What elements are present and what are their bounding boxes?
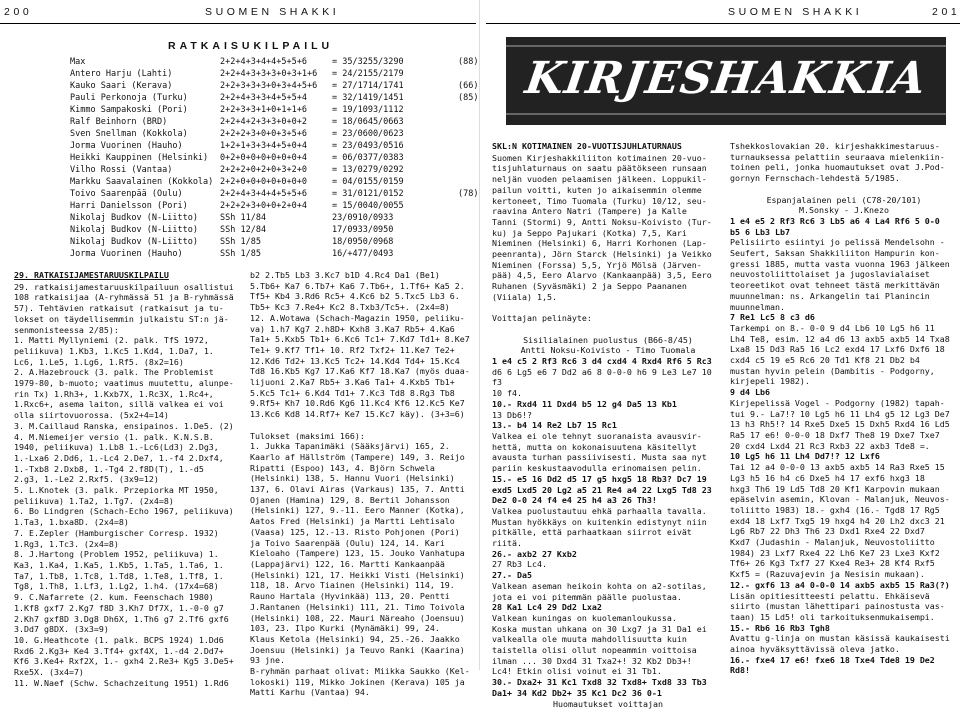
text-line: turnauksessa pelattiin seuraava mielenkiin-: [730, 151, 945, 162]
text-line: 1. Jukka Tapanimäki (Sääksjärvi) 165, 2.: [250, 441, 450, 452]
text-line: 7. E.Zepler (Hamburgischer Corresp. 1932): [14, 527, 219, 538]
column-text: [14, 282, 246, 689]
standings-total: = 32/1419/1451: [332, 93, 404, 103]
text-line: 15.- Rb6 16 Rb3 Tgh8: [730, 622, 830, 633]
standings-total: = 15/0040/0055: [332, 201, 404, 211]
text-line: Rxe5X. (3x4=7): [14, 667, 84, 678]
text-line: Valkean kuningas on kuolemanloukussa.: [492, 612, 677, 623]
text-line: Lc4! Etkin olisi voinut ei 31 Tb1.: [492, 666, 662, 677]
standings-total: = 06/0377/0383: [332, 153, 404, 163]
standings-scores: SSh 1/85: [220, 237, 261, 247]
text-line: [730, 184, 958, 195]
standings-total: = 24/2155/2179: [332, 69, 404, 79]
text-line: Tshekkoslovakian 20. kirjeshakkimestaruus-: [730, 141, 940, 151]
text-line: (Vaasa) 125, 12.-13. Risto Pohjonen (Pori): [250, 526, 460, 537]
text-line: lokoski) 119, Mikko Jokinen (Kerava) 105 ja: [250, 676, 465, 687]
text-line: (Helsinki) 121, 17. Heikki Visti (Helsinki): [250, 569, 465, 580]
text-line: 13.Kc6 Kd8 14.Rf7+ Ke7 15.Kc7 käy). (3+3=6): [250, 409, 465, 420]
text-line: Aatos Fred (Helsinki) ja Martti Lehtisalo: [250, 516, 455, 527]
text-line: 118, 18. Arvo Tiainen (Helsinki) 114, 19.: [250, 580, 455, 591]
standings-total: = 23/0600/0623: [332, 129, 404, 139]
text-line: [492, 324, 724, 335]
standings-scores: 2+2+4+3+4+4+5+5+6: [220, 189, 307, 199]
text-line: 9 d4 Lb6: [730, 387, 770, 398]
text-line: gressi 1885, mutta vasta vuonna 1963 jälkeen: [730, 258, 950, 269]
text-line: 30.- Dxa2+ 31 Kc1 Txd8 32 Txd8+ Txd8 33 Tb3: [492, 677, 707, 688]
standings-total: = 35/3255/3290: [332, 57, 404, 67]
text-line: 10.- Rxd4 11 Dxd4 b5 12 g4 Da5 13 Kb1: [492, 398, 677, 409]
text-line: epäselvin asemin, Klovan - Malanjuk, Neuvos-: [730, 494, 950, 505]
text-line: 2.Kh7 gxf8D 3.Dg8 Dh6X, 1.Th6 g7 2.Tf6 gxf6: [14, 613, 229, 624]
text-line: Voittajan pelinäyte:: [492, 313, 592, 324]
text-line: 1979-80, b-muoto; vaatimus muutettu, alunpe-: [14, 378, 234, 389]
standings-scores: 2+2+4+3+4+4+5+5+6: [220, 57, 307, 67]
text-line: riitä.: [492, 538, 522, 549]
text-line: 29. ratkaisijamestaruuskilpailuun osallistui: [14, 281, 234, 292]
text-line: 12.- gxf6 13 a4 0-0-0 14 axb5 axb5 15 Ra3(?): [730, 579, 950, 590]
text-line: 1 e4 c5 2 Rf3 Rc6 3 d4 cxd4 4 Rxd4 Rf6 5 Rc3: [492, 356, 712, 367]
text-line: tisjuhlaturnaus on saatu päätökseen runsaan: [492, 163, 707, 174]
text-line: 5.Kc5 Tc1+ 6.Kd4 Td1+ 7.Kc3 Td8 8.Rg3 Tb8: [250, 387, 455, 398]
text-line: Nieminen (Forssa) 5,5, Yrjö Mölsä (Järven-: [492, 259, 702, 270]
text-line: 7 Re1 Lc5 8 c3 d6: [730, 312, 815, 323]
text-line: Nieminen (Helsinki) 6, Harri Korhonen (Lap-: [492, 238, 707, 249]
text-line: ilman ... 30 Dxd4 31 Txa2+! 32 Kb2 Db3+!: [492, 655, 692, 666]
text-line: Kxf5 = (Razuvajevin ja Nesisin mukaan).: [730, 569, 925, 580]
text-line: va) 1.h7 Kg7 2.h8D+ Kxh8 3.Ka7 Rb5+ 4.Ka6: [250, 323, 455, 334]
text-line: 1984) 23 Lxf7 Rxe4 22 Lh6 Ke7 23 Lxe3 Kxf2: [730, 547, 940, 558]
standings-scores: 2+2+4+3+3+4+5+5+4: [220, 93, 307, 103]
text-line: Sisilialainen puolustus (B66-8/45): [523, 334, 693, 345]
standings-name: Sven Snellman (Kokkola): [70, 129, 188, 139]
text-line: 1. Matti Myllyniemi (2. palk. TfS 1972,: [14, 335, 209, 346]
text-line: 28 Ka1 Lc4 29 Dd2 Lxa2: [492, 602, 602, 613]
text-line: hettä, mutta on kokonaisuutena käsitellyt: [492, 441, 697, 452]
text-line: 15.- e5 16 Dd2 d5 17 g5 hxg5 18 Rb3? Dc7 19: [492, 473, 707, 484]
text-line: Tulokset (maksimi 166):: [250, 430, 365, 441]
text-line: 93 jne.: [250, 655, 285, 666]
text-line: 1.Kf8 gxf7 2.Kg7 f8D 3.Kh7 Df7X, 1.-0-0 g7: [14, 602, 224, 613]
banner-title: KIRJESHAKKIA: [522, 53, 930, 104]
text-line: neuvostoliittolaiset ja jugoslavialaiset: [730, 269, 930, 280]
column-text: [492, 153, 724, 709]
text-line: Da1+ 34 Kd2 Db2+ 35 Kc1 Dc2 36 0-1: [492, 687, 662, 698]
text-line: Huomautukset voittajan: [553, 698, 663, 709]
page-number-left: 200: [4, 6, 33, 18]
left-column-2: [250, 270, 476, 698]
text-line: Rxd6 2.Kg3+ Ke4 3.Tf4+ gxf4X, 1.-d4 2.Dd7+: [14, 645, 224, 656]
text-line: Rauno Hartala (Hyvinkää) 113, 20. Pentti: [250, 591, 450, 602]
standings-scores: SSh 1/85: [220, 249, 261, 259]
text-line: raavina Antero Natri (Tampere) ja Kalle: [492, 206, 687, 217]
text-line: 13 Db6!?: [492, 409, 532, 420]
text-line: (Lappajärvi) 122, 16. Martti Kankaanpää: [250, 558, 445, 569]
text-line: Mustan hyökkäys on kuitenkin edistynyt niin: [492, 516, 707, 527]
text-line: peliikuva) 1.Kb3, 1.Kc5 1.Kd4, 1.Da7, 1.: [14, 345, 214, 356]
text-line: Antti Noksu-Koivisto - Timo Tuomala: [520, 345, 696, 356]
text-line: 13.- b4 14 Re2 Lb7 15 Rc1: [492, 420, 617, 431]
text-line: M.Sonsky - J.Knezo: [799, 205, 889, 216]
text-line: 1.Rg3, 1.Tc3. (2x4=8): [14, 538, 119, 549]
section-heading: SKL:N KOTIMAINEN 20-VUOTISJUHLATURNAUS: [492, 141, 682, 151]
standings-scores: 1+2+1+3+3+4+5+0+4: [220, 141, 307, 151]
text-line: ainoa hyväksyttävissä oleva jatko.: [730, 644, 900, 655]
section-heading: 29. RATKAISIJAMESTARUUSKILPAILU: [14, 270, 169, 280]
text-line: Tf5+ Kb4 3.Rd6 Rc5+ 4.Kc6 b2 5.Txc5 Lb3 6.: [250, 291, 460, 302]
text-line: (Helsinki) 108, 22. Mauri Näreaho (Joensuu): [250, 612, 465, 623]
standings-name: Nikolaj Budkov (N-Liitto): [70, 237, 198, 247]
standings-scores: SSh 11/84: [220, 213, 267, 223]
standings-name: Jorma Vuorinen (Hauho): [70, 249, 183, 259]
right-column-1: [492, 141, 724, 709]
text-line: muunnelman: ns. Arkangelin tai Planincin: [730, 290, 930, 301]
text-line: Ta1+ 5.Kxb5 Tb1+ 6.Kc6 Tc1+ 7.Kd7 Td1+ 8.Ke7: [250, 334, 470, 345]
standings-rank: (78): [458, 189, 479, 199]
standings-total: 17/0933/0950: [332, 225, 394, 235]
text-line: 1 e4 e5 2 Rf3 Rc6 3 Lb5 a6 4 La4 Rf6 5 0-0: [730, 215, 940, 226]
text-line: jota ei voi pitemmän päälle puolustaa.: [492, 591, 682, 602]
text-line: 3.Dd7 g8DX. (3x3=9): [14, 624, 109, 635]
text-line: Seufert, Saksan Shakkiliiton Hampurin kon-: [730, 248, 940, 259]
text-line: Valkea puolustautuu ehkä parhaalla tavalla.: [492, 505, 707, 516]
standings-name: Kauko Saari (Kerava): [70, 81, 173, 91]
text-line: muunnelman.: [730, 301, 785, 312]
text-line: exd4 18 Lxf7 Txg5 19 hxg4 h4 20 Lh2 dxc3 21: [730, 515, 945, 526]
text-line: 26.- axb2 27 Kxb2: [492, 548, 577, 559]
right-page: [482, 0, 960, 709]
text-line: Td8 16.Kb5 Kg7 17.Ka6 Kf7 18.Ka7 (myös duaa-: [250, 366, 470, 377]
text-line: rin Tx) 1.Rh3+, 1.Kxb7X, 1.Rc3X, 1.Rc4+,: [14, 388, 214, 399]
standings-scores: 2+2+3+3+3+0+3+4+5+6: [220, 81, 318, 91]
text-line: Ra5 17 e6! 0-0-0 18 Dxf7 The8 19 Dxe7 Txe7: [730, 429, 940, 440]
text-line: 27.- Da5: [492, 570, 532, 581]
standings-name: Antero Harju (Lahti): [70, 69, 173, 79]
text-line: Tanni (Stormi) 9, Antti Noksu-Koivisto (Tur-: [492, 216, 712, 227]
text-line: Kirjepelissä Vogel - Podgorny (1982) tapah-: [730, 397, 945, 408]
standings-scores: 2+2+0+0+0+0+0+0+0: [220, 177, 307, 187]
text-line: 10 f4.: [492, 388, 522, 399]
text-line: valkealla ole muuta mahdollisuutta kuin: [492, 634, 687, 645]
column-text: [250, 270, 476, 698]
text-line: (Helsinki) 138, 5. Hannu Vuori (Helsinki): [250, 473, 455, 484]
standings-rank: (66): [458, 81, 479, 91]
text-line: peenranta), Jörn Starck (Helsinki) ja Veikko: [492, 249, 712, 260]
header-rule-right: [486, 23, 960, 24]
text-line: Lc6, 1.Le5, 1.Lg6, 1.Rf5. (8x2=16): [14, 356, 184, 367]
text-line: 2.g3, 1.-Le2 2.Rxf5. (3x9=12): [14, 474, 159, 485]
text-line: Lh4 Te8, esim. 12 a4 d6 13 axb5 axb5 14 Txa8: [730, 333, 950, 344]
text-line: Tg8, 1.Th8, 1.Lf3, 1.Lg2, 1.h4. (17x4=68): [14, 581, 219, 592]
standings-total: = 23/0493/0516: [332, 141, 404, 151]
text-line: Kf6 3.Ke4+ Rxf2X, 1.- gxh4 2.Re3+ Kg5 3.De5+: [14, 656, 234, 667]
text-line: avausta turhan passiivisesti. Musta saa nyt: [492, 452, 707, 463]
standings-name: Harri Danielsson (Pori): [70, 201, 188, 211]
text-line: Ka3, 1.Ka4, 1.Ka5, 1.Kb5, 1.Ta5, 1.Ta6, 1.: [14, 559, 224, 570]
standings-name: Vilho Rossi (Vantaa): [70, 165, 173, 175]
text-line: 1.-Txb8 2.Dxb8, 1.-Tg4 2.f8D(T), 1.-d5: [14, 463, 204, 474]
text-line: B-ryhmän parhaat olivat: Miikka Saukko (Kel-: [250, 666, 470, 677]
text-line: Valkean aseman heikoin kohta on a2-sotilas,: [492, 580, 707, 591]
text-line: 12.Kd6 Td2+ 13.Kc5 Tc2+ 14.Kd4 Td4+ 15.Kc4: [250, 355, 460, 366]
text-line: Tai 12 a4 0-0-0 13 axb5 axb5 14 Ra3 Rxe5 15: [730, 462, 945, 473]
text-line: 8. J.Hartong (Problem 1952, peliikuva) 1.: [14, 549, 219, 560]
text-line: b2 2.Tb5 Lb3 3.Kc7 b1D 4.Rc4 Da1 (Be1): [250, 270, 440, 280]
text-line: 1.Ta3, 1.bxa8D. (2x4=8): [14, 517, 129, 528]
text-line: d6 6 Lg5 e6 7 Dd2 a6 8 0-0-0 h6 9 Le3 Le7 10: [492, 366, 712, 377]
text-line: 57). Tehtävien ratkaisut (ratkaisut ja tu-: [14, 303, 224, 314]
text-line: Ruhanen (Syväsmäki) 2 ja Seppo Paananen: [492, 281, 687, 292]
text-line: (Viiala) 1,5.: [492, 291, 557, 302]
text-line: ku) ja Seppo Pajukari (Kotka) 7,5, Kari: [492, 227, 687, 238]
left-column-1: [14, 270, 246, 688]
text-line: Lg3 h5 16 h4 c6 Dxe5 h4 17 exf6 hxg3 18: [730, 472, 925, 483]
text-line: 4. M.Niemeijer versio (1. palk. K.N.S.B.: [14, 431, 214, 442]
text-line: pariin keskustaavodulla erinomaisen pelin.: [492, 463, 702, 474]
standings-total: = 04/0155/0159: [332, 177, 404, 187]
text-line: 1.-Lxa6 2.Dd6, 1.-Lc4 2.De7, 1.-f4 2.Dxf4,: [14, 452, 224, 463]
text-line: cxd4 c5 19 e5 Rc6 20 Td1 Kf8 21 Db2 b4: [730, 355, 920, 366]
text-line: 20 cxd4 Lxd4 21 Rc3 Rxb3 22 axb3 Tde8 =.: [730, 440, 930, 451]
text-line: Pelisiirto esiintyi jo pelissä Mendelsohn -: [730, 237, 945, 248]
article-title-ratkaisukilpailu: RATKAISUKILPAILU: [168, 40, 334, 52]
text-line: Ojanen (Hamina) 129, 8. Bertil Johansson: [250, 494, 450, 505]
text-line: Lxa8 15 Dd3 Ra5 16 Lc2 exd4 17 Lxf6 Dxf6 18: [730, 344, 945, 355]
standings-name: Max: [70, 57, 86, 67]
text-line: Ripatti (Espoo) 143, 4. Björn Schwela: [250, 462, 435, 473]
kirjeshakkia-banner: [506, 37, 946, 125]
text-line: lokset on täydellisemmin julkaistu ST:n jä-: [14, 313, 229, 324]
banner-rule: [506, 45, 946, 47]
text-line: 12. A.Wotawa (Schach-Magazin 1950, peliiku-: [250, 312, 465, 323]
text-line: toliitto 1983) 18.- gxh4 (16.- Tgd8 17 Rg5: [730, 504, 940, 515]
right-column-2: [730, 141, 958, 676]
text-line: exd5 Lxd5 20 Lg2 a5 21 Re4 a4 22 Lxg5 Td8 23: [492, 484, 712, 495]
running-head-left: SUOMEN SHAKKI: [205, 6, 340, 18]
text-line: 2. A.Hazebrouck (3. palk. The Problemist: [14, 367, 214, 378]
standings-total: 18/0950/0968: [332, 237, 394, 247]
text-line: Avattu g-linja on mustan käsissä kaukaisesti: [730, 633, 950, 644]
text-line: 10 Lg5 h6 11 Lh4 Dd7!? 12 Lxf6: [730, 451, 880, 462]
standings-rank: (85): [458, 93, 479, 103]
text-line: 103, 23. Ilpo Kurki (Mynämäki) 99, 24.: [250, 623, 440, 634]
text-line: pitkälle, että parhaatkaan siirrot eivät: [492, 527, 692, 538]
text-line: Kieloaho (Tampere) 123, 15. Jouko Vanhatupa: [250, 548, 465, 559]
standings-scores: 2+2+3+3+1+0+1+1+6: [220, 105, 307, 115]
text-line: neljän vuoden pelaamisen jälkeen. Loppukil-: [492, 174, 707, 185]
column-text: [730, 141, 958, 676]
text-line: Kxd7 (Judashin - Malanjuk, Neuvostoliitto: [730, 537, 935, 548]
text-line: Rd8!: [730, 665, 750, 676]
text-line: Tb5+ Kc3 7.Re4+ Kc2 8.Txb3/Tc5+. (2x4=8): [250, 302, 450, 313]
standings-scores: 0+2+0+0+0+0+0+0+4: [220, 153, 307, 163]
standings-scores: 2+2+2+3+0+0+3+5+6: [220, 129, 307, 139]
text-line: 16.- fxe4 17 e6! fxe6 18 Txe4 Tde8 19 De2: [730, 654, 935, 665]
text-line: Lisän opitiesitteesti pelattu. Ehkäisevä: [730, 590, 930, 601]
text-line: Valkea ei ole tehnyt suoranaista avausvir-: [492, 430, 702, 441]
text-line: gornyn Fernschach-lehdestä 5/1985.: [730, 173, 900, 184]
text-line: 13 h3 Rh5!? 14 Rxe5 Dxe5 15 Dxh5 Rxd4 16 Ld5: [730, 419, 950, 430]
standings-total: = 13/0279/0292: [332, 165, 404, 175]
text-line: 1940, peliikuva) 1.Lb8 1.-Lc6(Ld3) 2.Dg3,: [14, 442, 219, 453]
text-line: 9.Rf5+ Kh7 10.Rd6 Kg6 11.Kc4 Kf6 12.Kc5 Ke7: [250, 398, 465, 409]
banner-rule: [506, 113, 946, 115]
text-line: 108 ratkaisijaa (A-ryhmässä 51 ja B-ryhmässä: [14, 292, 234, 303]
standings-scores: 2+2+4+2+3+3+0+0+2: [220, 117, 307, 127]
text-line: kertoneet, Timo Tuomala (Turku) 10/12, seu-: [492, 195, 707, 206]
text-line: b5 6 Lb3 Lb7: [730, 226, 790, 237]
text-line: Lg6 Rb7 22 Dh3 Th6 23 Dxd1 Rxe4 22 Dxd7: [730, 526, 925, 537]
text-line: lijuoni 2.Ka7 Rb5+ 3.Ka6 Ta1+ 4.Kxb5 Tb1+: [250, 377, 455, 388]
standings-name: Nikolaj Budkov (N-Liitto): [70, 225, 198, 235]
text-line: taan) 15 Ld5! oli tarkoituksenmukaisempi.: [730, 611, 935, 622]
standings-total: = 27/1714/1741: [332, 81, 404, 91]
standings-scores: SSh 12/84: [220, 225, 267, 235]
text-line: siirto (mustan lähettipari painostusta vas-: [730, 601, 945, 612]
left-page: [0, 0, 479, 698]
text-line: Koska mustan uhkana on 30 Lxg7 ja 31 Da1 ei: [492, 623, 707, 634]
text-line: f3: [492, 377, 502, 388]
text-line: Tf6+ 26 Kg3 Txf7 27 Kxe4 Re3+ 28 Kf4 Rxf5: [730, 558, 935, 569]
text-line: Joensuu (Helsinki) ja Teuvo Ranki (Kaarina): [250, 644, 465, 655]
text-line: Ta7, 1.Tb8, 1.Tc8, 1.Td8, 1.Te8, 1.Tf8, 1.: [14, 570, 224, 581]
text-line: Klaus Ketola (Helsinki) 94, 25.-26. Jaakko: [250, 633, 460, 644]
standings-name: Ralf Beinhorn (BRD): [70, 117, 168, 127]
standings-scores: 2+2+2+0+2+0+3+2+0: [220, 165, 307, 175]
standings-total: = 18/0645/0663: [332, 117, 404, 127]
text-line: olla siirtovuorossa. (5x2+4=14): [14, 410, 169, 421]
text-line: Kaarlo af Hällström (Tampere) 149, 3. Reijo: [250, 451, 465, 462]
standings-scores: 2+2+2+3+0+0+2+0+4: [220, 201, 307, 211]
text-line: toinen peli, jonka huomautukset ovat J.Pod-: [730, 162, 945, 173]
header-rule-left: [0, 23, 476, 24]
text-line: 9. C.Nafarrete (2. kum. Feenschach 1980): [14, 592, 214, 603]
standings-name: Pauli Perkonoja (Turku): [70, 93, 188, 103]
standings-total: 23/0910/0933: [332, 213, 394, 223]
standings-scores: 2+2+4+3+3+3+0+3+1+6: [220, 69, 318, 79]
standings-name: Nikolaj Budkov (N-Liitto): [70, 213, 198, 223]
page-gutter: [479, 0, 480, 670]
text-line: Tarkempi on 8.- 0-0 9 d4 Lb6 10 Lg5 h6 11: [730, 322, 935, 333]
running-head-right: SUOMEN SHAKKI: [728, 6, 863, 18]
text-line: 5.Tb6+ Ka7 6.Tb7+ Ka6 7.Tb6+, 1.Tf6+ Ka5 2.: [250, 280, 465, 291]
text-line: 137, 6. Olavi Airas (Varkaus) 135, 7. Antti: [250, 484, 465, 495]
standings-total: 16/+477/0493: [332, 249, 394, 259]
text-line: Te1+ 9.Kf7 Tf1+ 10. Rf2 Txf2+ 11.Ke7 Te2+: [250, 344, 455, 355]
text-line: 27 Rb3 Lc4.: [492, 559, 547, 570]
text-line: pailun voitti, kuten jo aikaisemmin olemme: [492, 184, 702, 195]
text-line: De2 0-0 24 f4 e4 25 h4 a3 26 Th3!: [492, 495, 657, 506]
text-line: senmonisteessa 2/85):: [14, 324, 119, 335]
text-line: J.Rantanen (Helsinki) 111, 21. Timo Toivola: [250, 601, 465, 612]
standings-name: Heikki Kauppinen (Helsinki): [70, 153, 209, 163]
text-line: 11. W.Naef (Schw. Schachzeitung 1951) 1.Rd6: [14, 677, 229, 688]
text-line: ja Toivo Saarenpää (Oulu) 124, 14. Kari: [250, 537, 445, 548]
text-line: tui 9.- La7!? 10 Lg5 h6 11 Lh4 g5 12 Lg3 De7: [730, 408, 950, 419]
page-number-right: 201: [932, 6, 960, 18]
text-line: teoreetikot ovat tehneet tästä merkittävän: [730, 280, 940, 291]
text-line: 3. M.Caillaud Ranska, ensipainos. 1.De5. (2): [14, 420, 234, 431]
standings-rank: (88): [458, 57, 479, 67]
text-line: Matti Karhu (Vantaa) 94.: [250, 687, 370, 698]
text-line: hxg3 Th6 19 Ld5 Td8 20 Kf1 Karpovin mukaan: [730, 483, 940, 494]
text-line: taistella olisi ollut nopeammin voittoisa: [492, 645, 697, 656]
text-line: Suomen Kirjeshakkiliiton kotimainen 20-vuo-: [492, 152, 707, 163]
text-line: kirjepeli 1982).: [730, 376, 810, 387]
standings-name: Toivo Saarenpää (Oulu): [70, 189, 183, 199]
standings-total: = 31/0121/0152: [332, 189, 404, 199]
standings-name: Kimmo Sampakoski (Pori): [70, 105, 188, 115]
text-line: (Helsinki) 127, 9.-11. Eero Manner (Kotka),: [250, 505, 465, 516]
text-line: 1.Rxc6+, asema laiton, sillä valkea ei voi: [14, 399, 224, 410]
text-line: 10. G.Heathcote (1. palk. BCPS 1924) 1.Dd6: [14, 634, 224, 645]
text-line: 5. L.Knotek (3. palk. Przepiorka MT 1950,: [14, 485, 219, 496]
standings-name: Markku Saavalainen (Kokkola): [70, 177, 214, 187]
text-line: [250, 420, 476, 431]
text-line: peliikuva) 1.Ta2, 1.Tg7. (2x4=8): [14, 495, 174, 506]
standings-name: Jorma Vuorinen (Hauho): [70, 141, 183, 151]
text-line: pää) 4,5, Eero Alarvo (Kankaanpää) 3,5, Eero: [492, 270, 712, 281]
text-line: Espanjalainen peli (C78-20/101): [766, 194, 922, 205]
text-line: 6. Bo Lindgren (Schach-Echo 1967, peliikuva): [14, 506, 234, 517]
text-line: [492, 303, 724, 314]
text-line: mustan hyvin pelein (Dambitis - Podgorny,: [730, 365, 935, 376]
standings-total: = 19/1093/1112: [332, 105, 404, 115]
